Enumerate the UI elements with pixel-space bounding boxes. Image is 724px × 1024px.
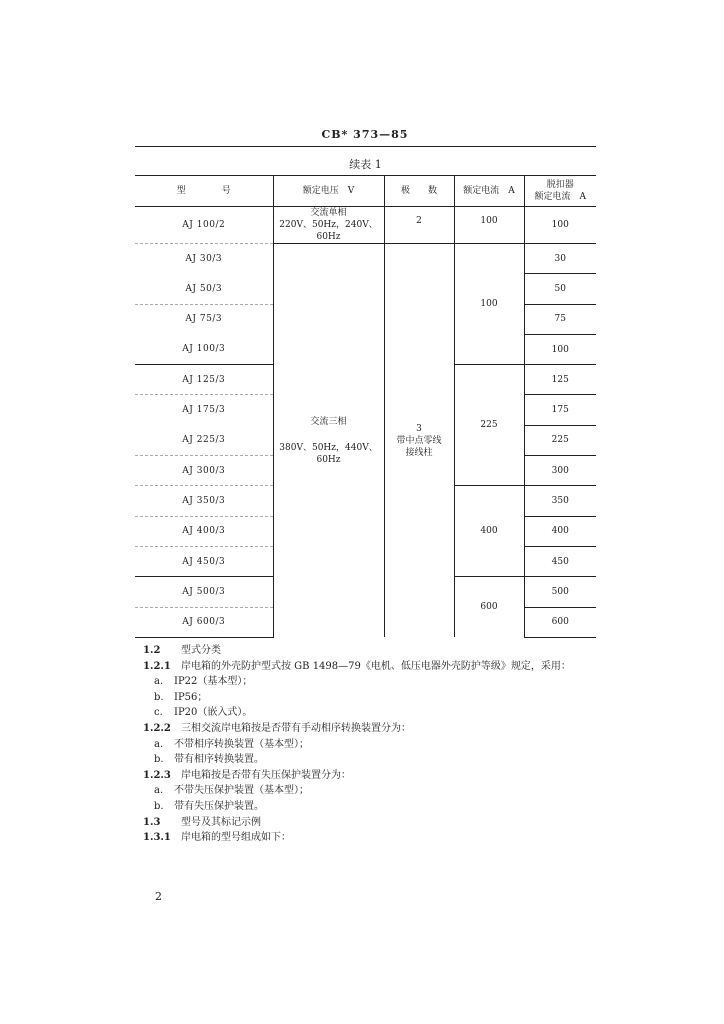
standard-number: CB* 373—85 xyxy=(321,128,409,141)
col-header-release-line1: 脱扣器 xyxy=(546,180,574,190)
col-header-release-line2: 额定电流 A xyxy=(534,192,586,202)
poles-three-cell xyxy=(384,244,454,638)
section-text: 三相交流岸电箱按是否带有手动相序转换装置分为： xyxy=(181,722,411,734)
model-cell: AJ 225/3 xyxy=(182,435,226,446)
model-cell: AJ 400/3 xyxy=(135,516,273,546)
list-label: a. xyxy=(154,676,164,688)
model-cell: AJ 30/3 xyxy=(135,244,273,274)
list-label: b. xyxy=(154,691,164,703)
section-text: 岸电箱按是否带有失压保护装置分为： xyxy=(181,769,351,781)
section-number: 1.2.3 xyxy=(143,769,171,781)
body-text xyxy=(143,643,593,846)
model-cell: AJ 500/3 xyxy=(135,577,273,607)
table-row xyxy=(135,207,596,244)
section-number: 1.3 xyxy=(143,816,161,828)
section-text: 岸电箱的外壳防护型式按 GB 1498—79《电机、低压电器外壳防护等级》规定，采用： xyxy=(181,660,571,672)
poles-three-line3: 接线柱 xyxy=(405,447,433,458)
list-label: b. xyxy=(154,800,164,812)
release-cell: 100 xyxy=(524,207,596,244)
list-item xyxy=(143,737,593,753)
current-cell: 600 xyxy=(454,577,524,638)
section-1-3 xyxy=(143,815,593,831)
model-cell: AJ 300/3 xyxy=(135,456,273,486)
list-label: b. xyxy=(154,754,164,766)
voltage-single-cell xyxy=(273,207,384,244)
section-1-2 xyxy=(143,643,593,659)
section-text: 岸电箱的型号组成如下： xyxy=(181,832,291,844)
header-rule xyxy=(135,146,596,147)
section-1-2-3 xyxy=(143,768,593,784)
model-cell: AJ 600/3 xyxy=(135,607,273,637)
release-cell: 125 xyxy=(524,365,596,395)
section-number: 1.2.1 xyxy=(143,660,171,672)
release-cell: 50 xyxy=(524,274,596,304)
model-cell: AJ 100/3 xyxy=(182,344,226,355)
voltage-single-line2: 220V、50Hz，240V、60Hz xyxy=(279,220,378,242)
table-row xyxy=(135,244,596,274)
col-header-release-current xyxy=(524,176,596,207)
section-number: 1.2.2 xyxy=(143,722,171,734)
col-header-current: 额定电流 A xyxy=(454,176,524,207)
voltage-three-cell xyxy=(273,244,384,638)
col-header-model: 型 号 xyxy=(135,176,273,207)
table-title: 续表 1 xyxy=(349,158,382,171)
list-label: c. xyxy=(154,707,163,719)
list-text: 带有相序转换装置。 xyxy=(174,754,264,766)
section-1-2-2 xyxy=(143,721,593,737)
list-item xyxy=(143,783,593,799)
table-header-row xyxy=(135,176,596,207)
model-cell: AJ 125/3 xyxy=(135,365,273,395)
current-cell: 225 xyxy=(454,365,524,486)
release-cell: 350 xyxy=(524,486,596,516)
poles-single-cell: 2 xyxy=(384,207,454,244)
poles-three-line2: 带中点零线 xyxy=(396,435,442,446)
current-cell: 100 xyxy=(454,244,524,365)
model-cell: AJ 450/3 xyxy=(135,546,273,576)
col-header-poles: 极 数 xyxy=(384,176,454,207)
voltage-three-line1: 交流三相 xyxy=(310,416,347,427)
list-item xyxy=(143,705,593,721)
section-1-2-1 xyxy=(143,659,593,675)
model-cell: AJ 50/3 xyxy=(185,283,223,294)
release-cell: 600 xyxy=(524,607,596,637)
list-text: IP56； xyxy=(174,691,208,703)
list-label: a. xyxy=(154,738,164,750)
model-cell: AJ 350/3 xyxy=(135,486,273,516)
page-number: 2 xyxy=(155,890,162,903)
list-text: 不带失压保护装置（基本型）； xyxy=(174,785,309,797)
list-item xyxy=(143,799,593,815)
release-cell: 400 xyxy=(524,516,596,546)
list-text: 带有失压保护装置。 xyxy=(174,800,264,812)
section-title: 型式分类 xyxy=(181,645,221,656)
release-cell: 100 xyxy=(524,334,596,364)
current-cell: 100 xyxy=(454,207,524,244)
list-item xyxy=(143,674,593,690)
voltage-single-line1: 交流单相 xyxy=(310,208,347,218)
current-cell: 400 xyxy=(454,486,524,577)
section-number: 1.3.1 xyxy=(143,832,171,844)
section-title: 型号及其标记示例 xyxy=(181,816,261,828)
spec-table xyxy=(135,175,596,638)
list-item xyxy=(143,752,593,768)
release-cell: 450 xyxy=(524,546,596,576)
release-cell: 175 xyxy=(524,395,596,425)
release-cell: 300 xyxy=(524,456,596,486)
list-text: 不带相序转换装置（基本型）； xyxy=(174,738,309,750)
poles-three-line1: 3 xyxy=(416,423,422,434)
release-cell: 75 xyxy=(524,304,596,334)
model-cell: AJ 100/2 xyxy=(182,220,226,230)
list-item xyxy=(143,690,593,706)
section-number: 1.2 xyxy=(143,645,161,656)
section-1-3-1 xyxy=(143,830,593,846)
release-cell: 500 xyxy=(524,577,596,607)
list-label: a. xyxy=(154,785,164,797)
model-cell: AJ 175/3 xyxy=(135,395,273,425)
list-text: IP22（基本型）； xyxy=(174,676,253,688)
list-text: IP20（嵌入式）。 xyxy=(174,707,253,719)
model-cell: AJ 75/3 xyxy=(135,304,273,334)
col-header-voltage: 额定电压 V xyxy=(273,176,384,207)
voltage-three-line2: 380V、50Hz，440V、60Hz xyxy=(279,442,378,465)
release-cell: 225 xyxy=(524,425,596,455)
release-cell: 30 xyxy=(524,244,596,274)
